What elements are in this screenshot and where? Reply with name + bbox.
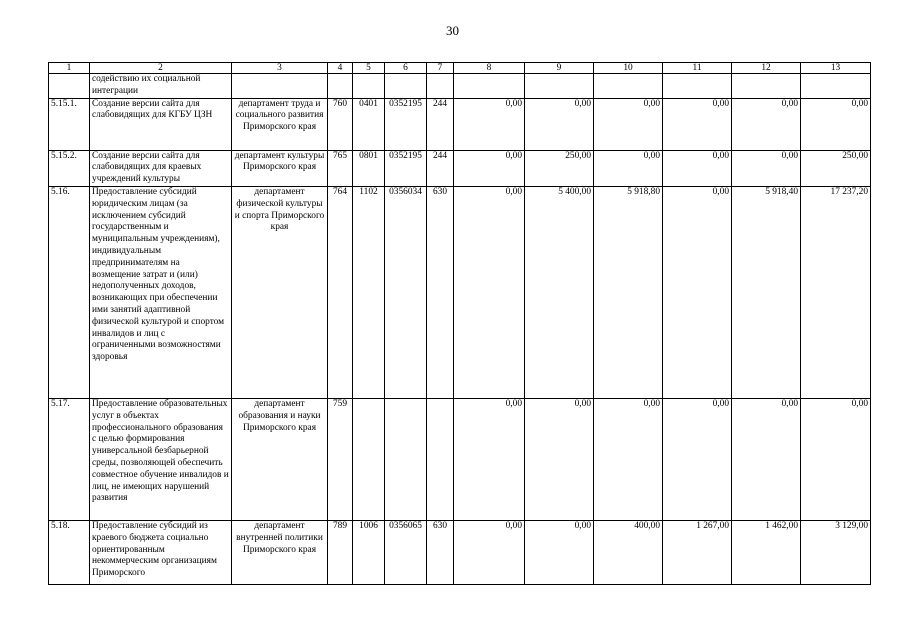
table-row <box>49 150 871 186</box>
cell-5: 1102 <box>353 186 385 398</box>
cell-7: 630 <box>427 186 454 398</box>
cell-6 <box>385 74 427 99</box>
department: департамент физической культуры и спорта Приморского края <box>232 186 328 398</box>
column-header: 8 <box>454 63 525 74</box>
department <box>232 74 328 99</box>
column-header: 10 <box>594 63 663 74</box>
column-number-header <box>49 63 871 74</box>
cell-11: 0,00 <box>663 98 732 150</box>
column-header: 9 <box>525 63 594 74</box>
row-number <box>49 74 90 99</box>
cell-8: 0,00 <box>454 520 525 584</box>
cell-13: 0,00 <box>801 398 871 520</box>
column-header: 6 <box>385 63 427 74</box>
cell-12: 0,00 <box>732 398 801 520</box>
cell-5: 0401 <box>353 98 385 150</box>
table-row <box>49 398 871 520</box>
cell-9 <box>525 74 594 99</box>
column-header: 2 <box>90 63 232 74</box>
cell-12 <box>732 74 801 99</box>
table-row <box>49 186 871 398</box>
row-number: 5.18. <box>49 520 90 584</box>
measure-name: Создание версии сайта для слабовидящих для КГБУ ЦЗН <box>90 98 232 150</box>
cell-6 <box>385 398 427 520</box>
cell-11: 0,00 <box>663 186 732 398</box>
table-row <box>49 520 871 584</box>
measure-name: Предоставление субсидий из краевого бюджета социально ориентированным некоммерческим организациям Приморского <box>90 520 232 584</box>
cell-4 <box>328 74 353 99</box>
cell-13: 17 237,20 <box>801 186 871 398</box>
cell-10: 400,00 <box>594 520 663 584</box>
cell-7: 630 <box>427 520 454 584</box>
department: департамент образования и науки Приморского края <box>232 398 328 520</box>
cell-13: 250,00 <box>801 150 871 186</box>
department: департамент внутренней политики Приморского края <box>232 520 328 584</box>
cell-13 <box>801 74 871 99</box>
cell-9: 0,00 <box>525 520 594 584</box>
cell-9: 0,00 <box>525 398 594 520</box>
cell-4: 760 <box>328 98 353 150</box>
column-header: 13 <box>801 63 871 74</box>
cell-7: 244 <box>427 98 454 150</box>
column-header: 1 <box>49 63 90 74</box>
cell-9: 5 400,00 <box>525 186 594 398</box>
budget-table <box>48 62 871 585</box>
cell-4: 789 <box>328 520 353 584</box>
cell-10: 0,00 <box>594 98 663 150</box>
cell-4: 759 <box>328 398 353 520</box>
column-header: 11 <box>663 63 732 74</box>
cell-8: 0,00 <box>454 186 525 398</box>
cell-8: 0,00 <box>454 98 525 150</box>
cell-4: 764 <box>328 186 353 398</box>
row-number: 5.16. <box>49 186 90 398</box>
column-header: 4 <box>328 63 353 74</box>
column-header: 5 <box>353 63 385 74</box>
cell-11: 0,00 <box>663 150 732 186</box>
cell-8: 0,00 <box>454 150 525 186</box>
cell-11: 1 267,00 <box>663 520 732 584</box>
measure-name: содействию их социальной интеграции <box>90 74 232 99</box>
cell-8: 0,00 <box>454 398 525 520</box>
table-row <box>49 74 871 99</box>
cell-7 <box>427 398 454 520</box>
cell-10 <box>594 74 663 99</box>
cell-12: 0,00 <box>732 98 801 150</box>
cell-11: 0,00 <box>663 398 732 520</box>
cell-10: 0,00 <box>594 150 663 186</box>
page-number: 30 <box>446 23 459 38</box>
department: департамент культуры Приморского края <box>232 150 328 186</box>
cell-12: 0,00 <box>732 150 801 186</box>
cell-5: 0801 <box>353 150 385 186</box>
cell-13: 0,00 <box>801 98 871 150</box>
column-header: 7 <box>427 63 454 74</box>
cell-7 <box>427 74 454 99</box>
column-header: 12 <box>732 63 801 74</box>
department: департамент труда и социального развития Приморского края <box>232 98 328 150</box>
measure-name: Предоставление образовательных услуг в объектах профессионального образования с целью формирования универсальной безбарьерной среды, позволяющей обеспечить совместное обучение инвалидов и лиц, не имеющих нарушений развития <box>90 398 232 520</box>
cell-11 <box>663 74 732 99</box>
cell-6: 0356034 <box>385 186 427 398</box>
column-header: 3 <box>232 63 328 74</box>
cell-5 <box>353 398 385 520</box>
row-number: 5.17. <box>49 398 90 520</box>
measure-name: Предоставление субсидий юридическим лицам (за исключением субсидий государственным и муниципальным учреждениям), индивидуальным предпринимателям на возмещение затрат и (или) недополученных доходов, возникающих при обеспечении ими занятий адаптивной физической культурой и спортом инвалидов и лиц с ограниченными возможностями здоровья <box>90 186 232 398</box>
cell-7: 244 <box>427 150 454 186</box>
cell-8 <box>454 74 525 99</box>
cell-9: 0,00 <box>525 98 594 150</box>
cell-13: 3 129,00 <box>801 520 871 584</box>
cell-9: 250,00 <box>525 150 594 186</box>
cell-6: 0352195 <box>385 98 427 150</box>
cell-10: 0,00 <box>594 398 663 520</box>
cell-5: 1006 <box>353 520 385 584</box>
table-row <box>49 98 871 150</box>
cell-10: 5 918,80 <box>594 186 663 398</box>
cell-12: 1 462,00 <box>732 520 801 584</box>
cell-6: 0352195 <box>385 150 427 186</box>
cell-12: 5 918,40 <box>732 186 801 398</box>
row-number: 5.15.1. <box>49 98 90 150</box>
cell-6: 0356065 <box>385 520 427 584</box>
cell-4: 765 <box>328 150 353 186</box>
cell-5 <box>353 74 385 99</box>
measure-name: Создание версии сайта для слабовидящих для краевых учреждений культуры <box>90 150 232 186</box>
row-number: 5.15.2. <box>49 150 90 186</box>
